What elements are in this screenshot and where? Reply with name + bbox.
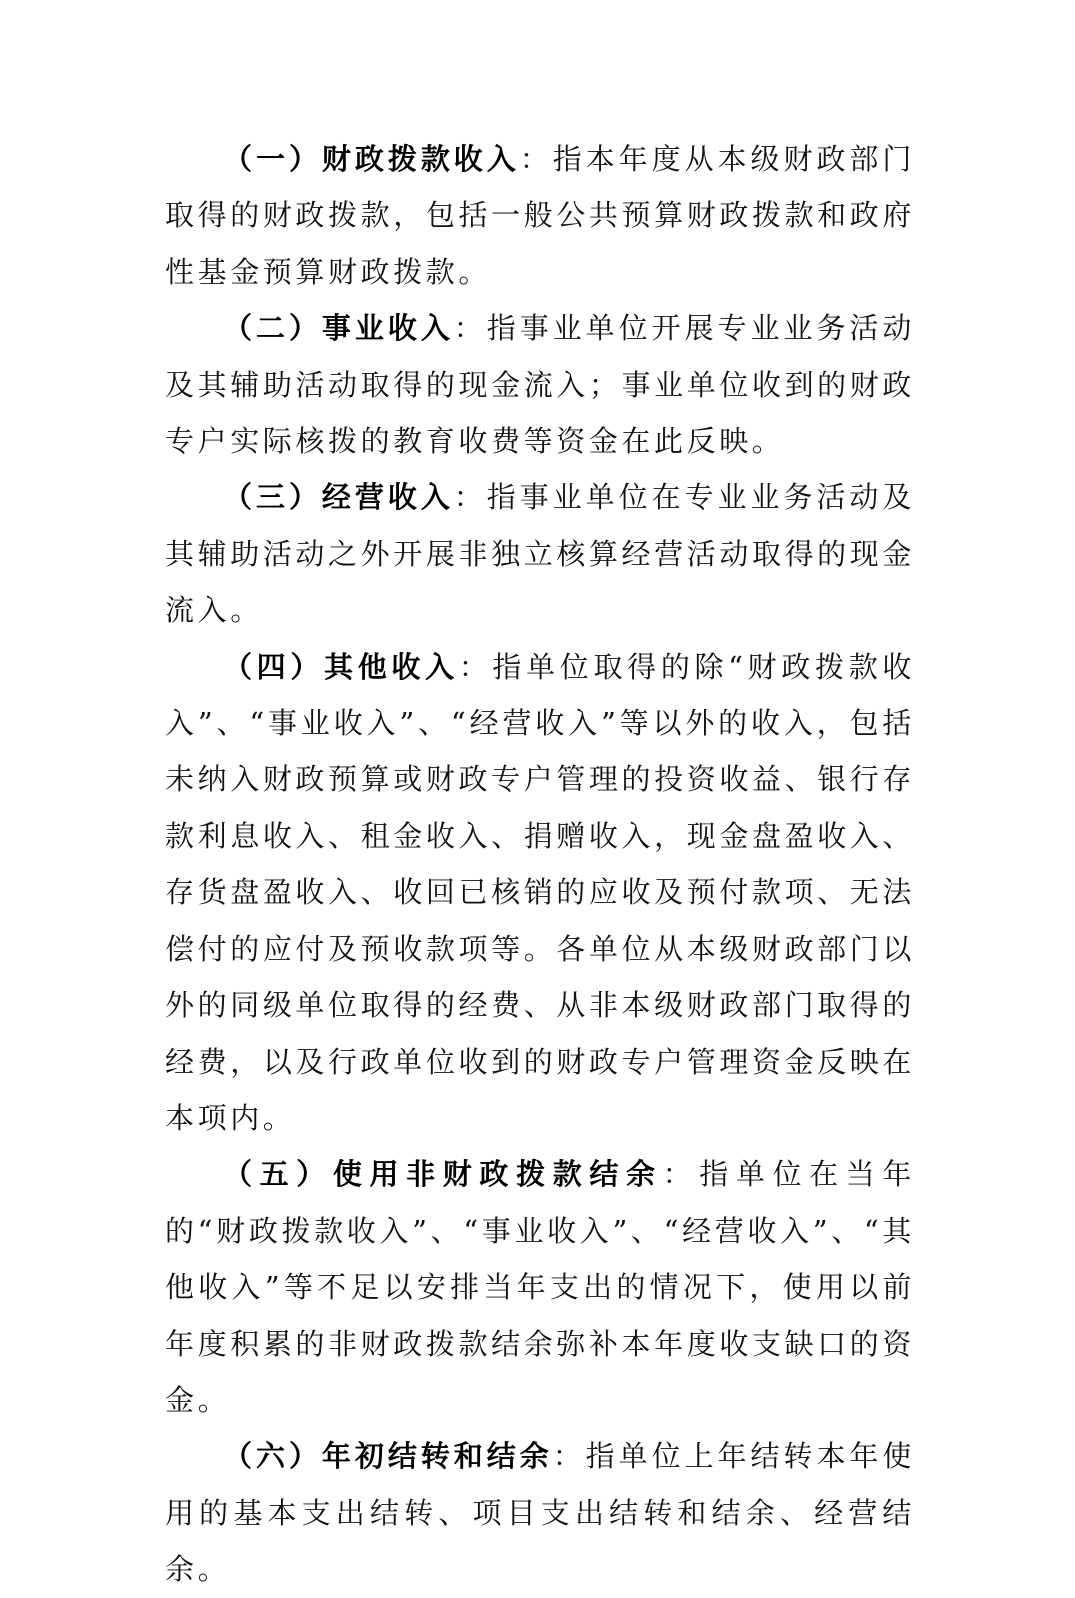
paragraph-carryover-balance (165, 1428, 915, 1597)
paragraph-business-income (165, 300, 915, 469)
term-fiscal-appropriation-income: （一）财政拨款收入 (223, 142, 520, 176)
term-operating-income: （三）经营收入 (223, 480, 454, 515)
definition-business-income: ：指事业单位开展专业业务活动及其辅助活动取得的现金流入；事业单位收到的财政专户实际核拨的教育收费等资金在此反映。 (165, 311, 916, 459)
paragraph-fiscal-appropriation-income (165, 131, 915, 300)
paragraph-other-income (165, 639, 915, 1147)
definition-operating-income: ：指事业单位在专业业务活动及其辅助活动之外开展非独立核算经营活动取得的现金流入。 (165, 480, 916, 628)
term-other-income: （四）其他收入 (223, 649, 459, 684)
term-business-income: （二）事业收入 (223, 311, 454, 346)
paragraph-operating-income (165, 469, 915, 638)
definition-carryover-balance: ：指单位上年结转本年使用的基本支出结转、项目支出结转和结余、经营结余。 (165, 1439, 915, 1587)
term-carryover-balance: （六）年初结转和结余 (223, 1439, 553, 1474)
definition-fiscal-appropriation-income: ：指本年度从本级财政部门取得的财政拨款，包括一般公共预算财政拨款和政府性基金预算财政拨款。 (165, 142, 915, 289)
term-non-fiscal-surplus-use: （五）使用非财政拨款结余 (223, 1157, 663, 1192)
definition-other-income: ：指单位取得的除“财政拨款收入”、“事业收入”、“经营收入”等以外的收入，包括未纳入财政预算或财政专户管理的投资收益、银行存款利息收入、租金收入、捐赠收入，现金盘盈收入、存货盘盈收入、收回已核销的应收及预付款项、无法偿付的应付及预收款项等。各单位从本级财政部门以外的同级单位取得的经费、从非本级财政部门取得的经费，以及行政单位收到的财政专户管理资金反映在本项内。 (165, 649, 915, 1135)
definition-non-fiscal-surplus-use: ：指单位在当年的“财政拨款收入”、“事业收入”、“经营收入”、“其他收入”等不足以安排当年支出的情况下，使用以前年度积累的非财政拨款结余弥补本年度收支缺口的资金。 (165, 1157, 916, 1417)
paragraph-non-fiscal-surplus-use (165, 1146, 915, 1428)
